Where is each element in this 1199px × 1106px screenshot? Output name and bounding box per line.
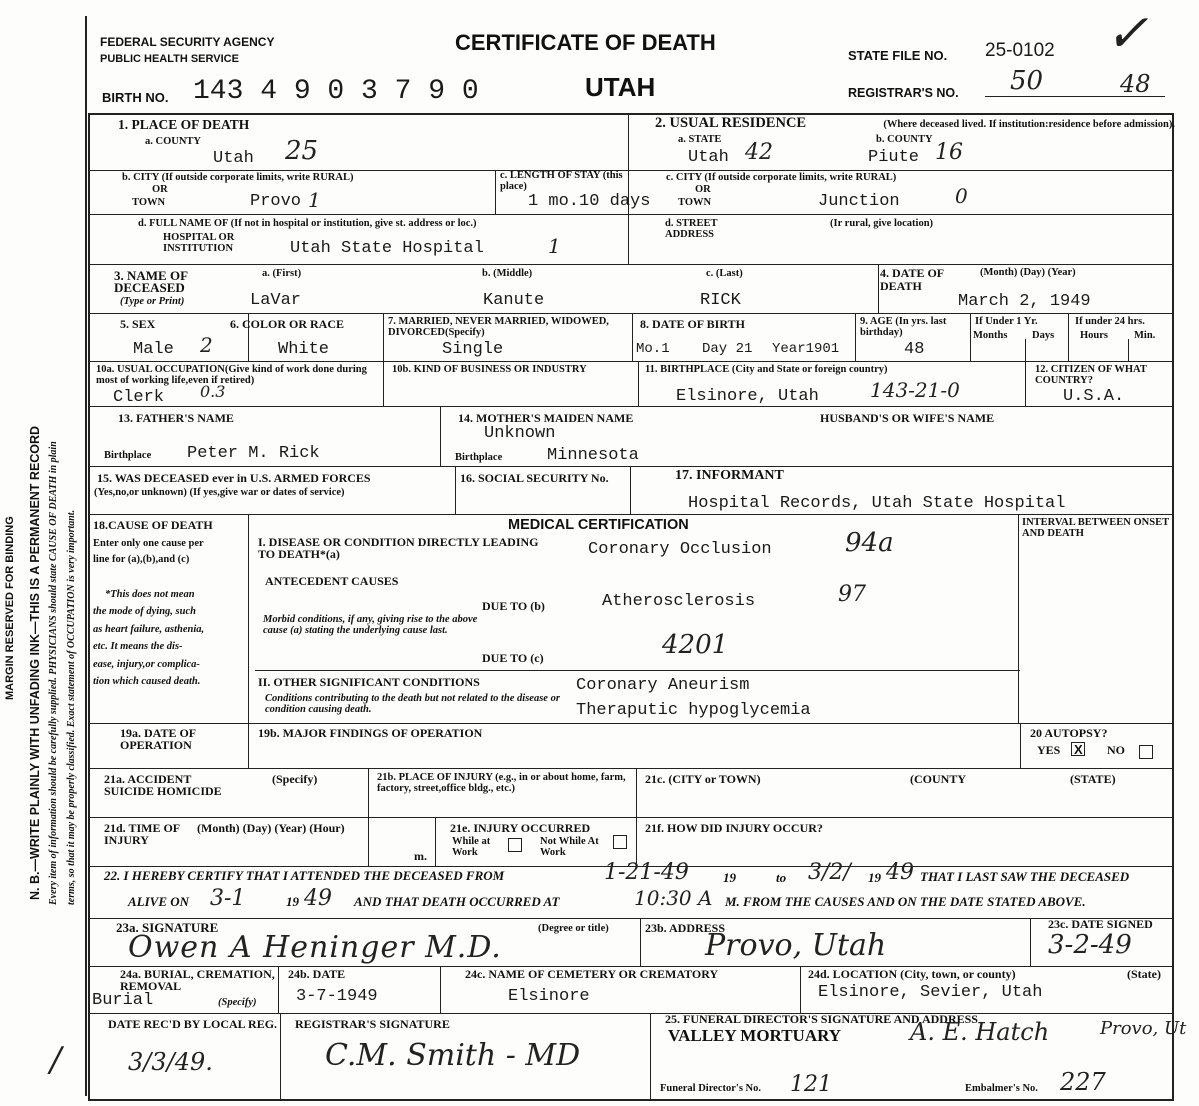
director-signature: A. E. Hatch xyxy=(910,1018,1050,1046)
occupation-code: 0.3 xyxy=(200,382,226,401)
cause-a-code: 94a xyxy=(845,528,894,558)
margin-mark: / xyxy=(50,1040,62,1080)
autopsy-no-label: NO xyxy=(1107,743,1125,757)
hospital-label: d. FULL NAME OF (If not in hospital or institution, give st. address or loc.) xyxy=(138,218,477,229)
sex: Male xyxy=(133,340,174,359)
middle-name: Kanute xyxy=(483,291,545,310)
funeral-director-label: 25. FUNERAL DIRECTOR'S SIGNATURE AND ADDRESS xyxy=(665,1012,978,1026)
burial-state-label: (State) xyxy=(1127,967,1161,981)
while-at-work-label: While at Work xyxy=(452,836,491,858)
race: White xyxy=(278,340,330,359)
res-county: Piute xyxy=(868,148,920,167)
stay: 1 mo.10 days xyxy=(528,192,651,211)
certify-line1b: THAT I LAST SAW THE DECEASED xyxy=(920,869,1130,884)
registrar-no-label: REGISTRAR'S NO. xyxy=(848,86,959,100)
street-note: (Ir rural, give location) xyxy=(830,218,934,229)
interval-label: INTERVAL BETWEEN ONSET AND DEATH xyxy=(1022,517,1169,539)
hours-label: Hours xyxy=(1080,330,1109,341)
footnote-6: tion which caused death. xyxy=(93,676,201,687)
date-received-label: DATE REC'D BY LOCAL REG. xyxy=(108,1017,278,1031)
pod-city-code: 1 xyxy=(308,188,321,212)
pod-county-label: a. COUNTY xyxy=(145,136,202,147)
date-of-death: March 2, 1949 xyxy=(958,292,1091,311)
place-of-death-label: 1. PLACE OF DEATH xyxy=(118,117,250,132)
registrar-signature: C.M. Smith - MD xyxy=(325,1038,581,1073)
date-of-death-label: 4. DATE OF DEATH xyxy=(880,266,944,293)
burial-date: 3-7-1949 xyxy=(296,987,378,1006)
stay-label: c. LENGTH OF STAY (this place) xyxy=(500,170,623,192)
certify-line1a: 22. I HEREBY CERTIFY THAT I ATTENDED THE DECEASED FROM xyxy=(104,868,505,883)
res-city-label: c. CITY (If outside corporate limits, write RURAL) xyxy=(666,172,897,183)
morbid-note: Morbid conditions, if any, giving rise to the above cause (a) stating the underlying cause last. xyxy=(263,614,478,636)
father-label: 13. FATHER'S NAME xyxy=(118,411,234,425)
operation-date-label: 19a. DATE OF OPERATION xyxy=(120,726,196,752)
informant: Hospital Records, Utah State Hospital xyxy=(688,494,1066,513)
occupation-label: 10a. USUAL OCCUPATION(Give kind of work done during most of working life,even if retired) xyxy=(96,364,367,386)
mortuary-name: VALLEY MORTUARY xyxy=(668,1026,842,1045)
dob-month: Mo.1 xyxy=(636,341,670,357)
birthplace: Elsinore, Utah xyxy=(676,387,819,406)
certify-19-2: 19 xyxy=(868,870,881,885)
months-label: Months xyxy=(973,330,1008,341)
address-label: 23b. ADDRESS xyxy=(645,921,726,935)
footnote-5: ease, injury,or complica- xyxy=(93,659,200,670)
mother-name: Unknown xyxy=(484,424,556,443)
certify-to-date: 3/2/ xyxy=(808,860,851,885)
certify-line2b: M. FROM THE CAUSES AND ON THE DATE STATED ABOVE. xyxy=(725,894,1086,909)
registrar-signature-label: REGISTRAR'S SIGNATURE xyxy=(295,1017,450,1031)
burial-date-label: 24b. DATE xyxy=(288,967,346,981)
burial-type: Burial xyxy=(92,991,154,1010)
race-label: 6. COLOR OR RACE xyxy=(230,317,345,331)
director-no-label: Funeral Director's No. xyxy=(660,1083,761,1094)
deceased-type-print: (Type or Print) xyxy=(120,296,185,307)
burial-label: 24a. BURIAL, CREMATION, REMOVAL xyxy=(120,967,275,993)
state-file-label: STATE FILE NO. xyxy=(848,48,948,63)
date-signed: 3-2-49 xyxy=(1048,930,1132,960)
spouse-label: HUSBAND'S OR WIFE'S NAME xyxy=(820,411,995,425)
cause-b-code: 97 xyxy=(838,582,866,607)
certify-19-3: 19 xyxy=(286,894,299,909)
cemetery-label: 24c. NAME OF CEMETERY OR CREMATORY xyxy=(465,967,719,981)
middle-name-label: b. (Middle) xyxy=(482,268,533,279)
certify-19-1: 19 xyxy=(723,870,736,885)
signature-label: 23a. SIGNATURE xyxy=(116,920,219,935)
cause-instr-2: line for (a),(b),and (c) xyxy=(93,554,190,565)
sex-label: 5. SEX xyxy=(120,317,156,331)
place-of-injury-label: 21b. PLACE OF INJURY (e.g., in or about home, farm, factory, street,office bldg., etc.) xyxy=(377,772,626,794)
check-mark: ✓ xyxy=(1105,4,1149,64)
pod-county-code: 25 xyxy=(285,136,319,166)
registrar-mark: 48 xyxy=(1120,70,1151,98)
degree-label: (Degree or title) xyxy=(538,923,609,934)
pod-city-or: OR xyxy=(152,184,168,195)
pod-city: Provo xyxy=(250,192,302,211)
service-name: PUBLIC HEALTH SERVICE xyxy=(100,53,239,65)
footnote-4: etc. It means the dis- xyxy=(93,641,183,652)
hospital-code: 1 xyxy=(548,234,561,258)
res-city-town: TOWN xyxy=(678,197,712,208)
not-while-at-work-checkbox[interactable] xyxy=(613,835,627,849)
first-name-label: a. (First) xyxy=(262,268,302,279)
how-injury-label: 21f. HOW DID INJURY OCCUR? xyxy=(645,821,823,835)
date-signed-label: 23c. DATE SIGNED xyxy=(1048,917,1153,931)
agency-name: FEDERAL SECURITY AGENCY xyxy=(100,35,275,49)
alive-on-label: ALIVE ON xyxy=(128,894,190,909)
birth-no-label: BIRTH NO. xyxy=(102,90,169,105)
dob-year: Year1901 xyxy=(772,341,840,357)
autopsy-yes-label: YES xyxy=(1037,743,1061,757)
margin-binding-note: N. B.—WRITE PLAINLY WITH UNFADING INK—THIS IS A PERMANENT RECORD xyxy=(28,425,42,900)
citizen: U.S.A. xyxy=(1063,387,1125,406)
cause-instr-1: Enter only one cause per xyxy=(93,538,204,549)
under-1-label: If Under 1 Yr. xyxy=(975,316,1038,327)
cause-label: 18.CAUSE OF DEATH xyxy=(93,518,213,532)
margin-reserved-note: MARGIN RESERVED FOR BINDING xyxy=(4,516,16,700)
business-label: 10b. KIND OF BUSINESS OR INDUSTRY xyxy=(392,364,587,375)
res-state-code: 42 xyxy=(745,140,773,165)
certify-line2a: AND THAT DEATH OCCURRED AT xyxy=(354,894,560,909)
street-label: d. STREET ADDRESS xyxy=(665,218,718,240)
margin-occupation-note: terms, so that it may be properly classified. Exact statement of OCCUPATION is very important. xyxy=(66,509,77,905)
autopsy-yes-mark: X xyxy=(1074,742,1083,757)
condition-a-label: I. DISEASE OR CONDITION DIRECTLY LEADING TO DEATH*(a) xyxy=(258,535,539,561)
burial-location: Elsinore, Sevier, Utah xyxy=(818,983,1043,1002)
medical-certification-title: MEDICAL CERTIFICATION xyxy=(508,517,689,533)
injury-time-label: 21d. TIME OF INJURY xyxy=(104,821,180,847)
date-columns: (Month) (Day) (Year) xyxy=(980,267,1076,278)
res-state-label: a. STATE xyxy=(678,134,722,145)
embalmer-no: 227 xyxy=(1060,1068,1106,1096)
marital: Single xyxy=(442,340,504,359)
cause-c-code: 4201 xyxy=(662,630,729,660)
footnote-3: as heart failure, asthenia, xyxy=(93,624,205,635)
residence-note: (Where deceased lived. If institution:residence before admission). xyxy=(883,119,1175,130)
physician-address: Provo, Utah xyxy=(705,928,887,963)
certificate-title: CERTIFICATE OF DEATH xyxy=(455,30,716,55)
director-no: 121 xyxy=(790,1072,832,1097)
burial-specify: (Specify) xyxy=(218,997,257,1008)
state-title: UTAH xyxy=(585,72,656,102)
antecedent-label: ANTECEDENT CAUSES xyxy=(265,574,399,588)
armed-forces-label: 15. WAS DECEASED ever in U.S. ARMED FORCES xyxy=(97,471,371,485)
res-county-label: b. COUNTY xyxy=(876,134,933,145)
other-conditions-note: Conditions contributing to the death but not related to the disease or condition causing death. xyxy=(265,693,560,715)
father-birthplace-label: Birthplace xyxy=(104,450,152,461)
burial-location-label: 24d. LOCATION (City, town, or county) xyxy=(808,967,1016,981)
director-city: Provo, Ut xyxy=(1100,1018,1187,1039)
injury-state-label: (STATE) xyxy=(1070,772,1116,786)
res-city: Junction xyxy=(818,192,900,211)
injury-time-m: m. xyxy=(414,849,427,863)
marital-label: 7. MARRIED, NEVER MARRIED, WIDOWED, DIVORCED(Specify) xyxy=(388,316,609,338)
hospital-name: Utah State Hospital xyxy=(290,239,484,258)
dob-day: Day 21 xyxy=(702,341,753,357)
sex-code: 2 xyxy=(200,333,213,357)
first-name: LaVar xyxy=(250,291,302,310)
res-county-code: 16 xyxy=(935,140,963,165)
social-security-label: 16. SOCIAL SECURITY No. xyxy=(460,471,609,485)
citizen-label: 12. CITIZEN OF WHAT COUNTRY? xyxy=(1035,364,1147,386)
margin-info-note: Every item of information should be carefully supplied. PHYSICIANS should state CAUSE OF DEATH in plain xyxy=(48,441,59,905)
pod-city-label: b. CITY (If outside corporate limits, write RURAL) xyxy=(122,172,354,183)
cemetery: Elsinore xyxy=(508,987,590,1006)
min-label: Min. xyxy=(1134,330,1156,341)
alive-year: 49 xyxy=(304,886,332,911)
embalmer-no-label: Embalmer's No. xyxy=(965,1083,1038,1094)
injury-occurred-label: 21e. INJURY OCCURRED xyxy=(450,821,591,835)
due-to-b: DUE TO (b) xyxy=(482,599,545,613)
operation-findings-label: 19b. MAJOR FINDINGS OF OPERATION xyxy=(258,726,483,740)
registrar-no-value: 50 xyxy=(1010,66,1044,96)
dob-label: 8. DATE OF BIRTH xyxy=(640,317,745,331)
last-name: RICK xyxy=(700,291,741,310)
res-city-code: 0 xyxy=(955,184,968,208)
other-condition-2: Theraputic hypoglycemia xyxy=(576,701,811,720)
while-at-work-checkbox[interactable] xyxy=(508,838,522,852)
autopsy-label: 20 AUTOPSY? xyxy=(1030,726,1108,740)
last-name-label: c. (Last) xyxy=(706,268,743,279)
certify-to: to xyxy=(776,870,787,885)
pod-city-town: TOWN xyxy=(132,197,166,208)
cause-b: Atherosclerosis xyxy=(602,592,756,611)
days-label: Days xyxy=(1032,330,1055,341)
age: 48 xyxy=(904,340,925,359)
age-label: 9. AGE (In yrs. last birthday) xyxy=(860,316,947,338)
physician-signature: Owen A Heninger M.D. xyxy=(128,930,502,965)
injury-time-columns: (Month) (Day) (Year) (Hour) xyxy=(197,821,345,835)
date-received: 3/3/49. xyxy=(128,1048,213,1076)
mother-birthplace-label: Birthplace xyxy=(455,452,503,463)
birth-no-value: 143 4 9 0 3 7 9 0 xyxy=(193,76,479,107)
res-city-or: OR xyxy=(695,184,711,195)
accident-specify: (Specify) xyxy=(272,772,318,786)
mother-label: 14. MOTHER'S MAIDEN NAME xyxy=(458,411,634,425)
certify-to-year: 49 xyxy=(886,860,914,885)
birthplace-code: 143-21-0 xyxy=(870,378,960,402)
footnote-1: *This does not mean xyxy=(105,589,195,600)
mother-birthplace: Minnesota xyxy=(547,446,639,465)
injury-city-label: 21c. (CITY or TOWN) xyxy=(645,772,761,786)
pod-county: Utah xyxy=(213,149,254,168)
occupation: Clerk xyxy=(113,388,165,407)
injury-county-label: (COUNTY xyxy=(910,772,966,786)
hospital-sub: HOSPITAL OR INSTITUTION xyxy=(163,232,235,254)
not-while-at-work-label: Not While At Work xyxy=(540,836,599,858)
footnote-2: the mode of dying, such xyxy=(93,606,196,617)
state-file-value: 25-0102 xyxy=(985,40,1055,61)
accident-type-label: 21a. ACCIDENT SUICIDE HOMICIDE xyxy=(104,772,222,798)
other-condition-1: Coronary Aneurism xyxy=(576,676,750,695)
deceased-name-label: 3. NAME OF DECEASED xyxy=(114,268,188,295)
cause-a: Coronary Occlusion xyxy=(588,540,772,559)
due-to-c: DUE TO (c) xyxy=(482,651,544,665)
birthplace-label: 11. BIRTHPLACE (City and State or foreign country) xyxy=(645,364,888,375)
armed-forces-sub: (Yes,no,or unknown) (If yes,give war or dates of service) xyxy=(94,487,345,498)
autopsy-no-checkbox[interactable] xyxy=(1139,745,1153,759)
residence-label: 2. USUAL RESIDENCE xyxy=(655,115,807,131)
informant-label: 17. INFORMANT xyxy=(675,468,784,483)
death-time: 10:30 A xyxy=(634,886,713,910)
res-state: Utah xyxy=(688,148,729,167)
father-name: Peter M. Rick xyxy=(187,444,320,463)
certify-from: 1-21-49 xyxy=(604,860,689,885)
alive-date: 3-1 xyxy=(210,886,246,911)
other-conditions-label: II. OTHER SIGNIFICANT CONDITIONS xyxy=(258,675,480,689)
under-24-label: If under 24 hrs. xyxy=(1075,316,1145,327)
